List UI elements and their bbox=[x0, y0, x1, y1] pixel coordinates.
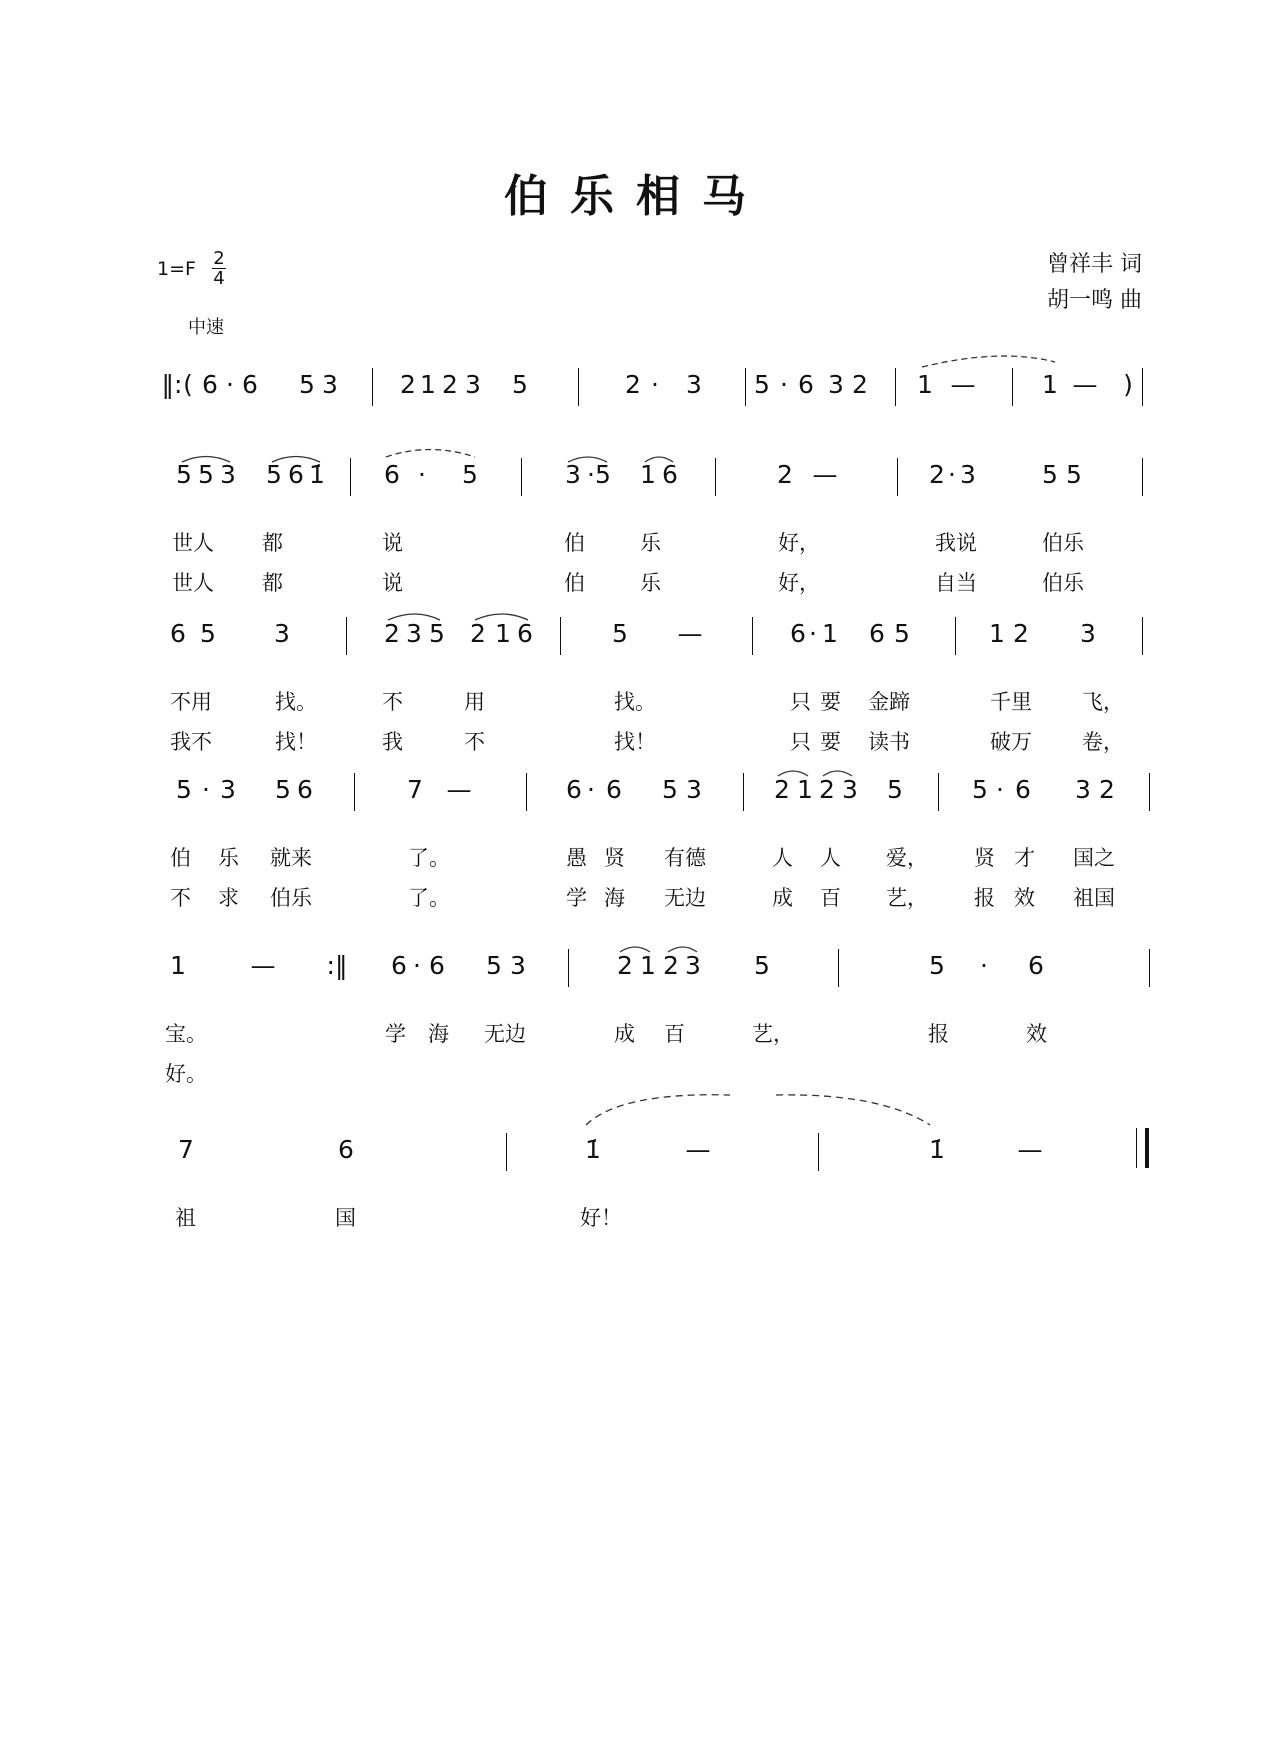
note: 1 bbox=[495, 619, 511, 648]
note: 6 bbox=[429, 951, 445, 980]
lyric-word: 不 bbox=[170, 886, 191, 910]
note: 5 bbox=[972, 775, 988, 804]
note: 1̇ bbox=[585, 1135, 601, 1164]
lyric-word: 海 bbox=[428, 1022, 449, 1046]
note: 1̇ bbox=[929, 1135, 945, 1164]
lyric-word: 找。 bbox=[614, 690, 656, 714]
note: 3 bbox=[960, 460, 976, 489]
note: 6 bbox=[566, 775, 582, 804]
note: :‖ bbox=[326, 951, 348, 980]
lyric-word: 学 bbox=[566, 886, 587, 910]
lyric-word: 找！ bbox=[614, 730, 656, 754]
note: 5 bbox=[894, 619, 910, 648]
note: 5 bbox=[612, 619, 628, 648]
lyric-word: 不 bbox=[382, 690, 403, 714]
lyric-word: 成 bbox=[772, 886, 793, 910]
lyric-word: 艺， bbox=[886, 886, 928, 910]
note: 2 bbox=[1013, 619, 1029, 648]
key-signature: 1=F bbox=[157, 258, 196, 280]
note: 2 bbox=[400, 370, 416, 399]
note: 2 bbox=[470, 619, 486, 648]
lyric-word: 人 bbox=[772, 846, 793, 870]
lyric-word: 要 bbox=[820, 690, 841, 714]
lyric-word: 祖国 bbox=[1073, 886, 1115, 910]
note: 6 bbox=[170, 619, 186, 648]
lyric-word: 用 bbox=[464, 690, 485, 714]
note: 6 bbox=[1015, 775, 1031, 804]
lyric-word: 祖 bbox=[175, 1206, 196, 1230]
lyric-word: 乐 bbox=[218, 846, 239, 870]
lyric-word: 飞， bbox=[1082, 690, 1124, 714]
note: 2 bbox=[1099, 775, 1115, 804]
lyricist-credit: 曾祥丰 词 bbox=[1047, 252, 1142, 277]
note: 2 bbox=[384, 619, 400, 648]
note: 5 bbox=[929, 951, 945, 980]
note: 2 bbox=[663, 951, 679, 980]
note: 7 bbox=[178, 1135, 194, 1164]
note: 3 bbox=[465, 370, 481, 399]
note: 6 bbox=[338, 1135, 354, 1164]
composer-credit: 胡一鸣 曲 bbox=[1047, 288, 1142, 313]
lyric-word: 自当 bbox=[935, 571, 977, 595]
note: 1 bbox=[989, 619, 1005, 648]
lyric-word: 艺， bbox=[752, 1022, 794, 1046]
lyric-word: 不用 bbox=[170, 690, 212, 714]
note: ( bbox=[183, 370, 193, 399]
lyric-word: 乐 bbox=[640, 531, 661, 555]
note: 1 bbox=[917, 370, 933, 399]
lyric-word: 伯乐 bbox=[270, 886, 312, 910]
note: 3 bbox=[274, 619, 290, 648]
lyric-word: 伯乐 bbox=[1042, 531, 1084, 555]
note: 3 bbox=[565, 460, 581, 489]
note: 5 bbox=[486, 951, 502, 980]
time-signature-top: 2 bbox=[213, 248, 225, 269]
note: 5 bbox=[200, 619, 216, 648]
note: 6 bbox=[790, 619, 806, 648]
note: 5 bbox=[754, 370, 770, 399]
note: 5 bbox=[429, 619, 445, 648]
note: 6 bbox=[297, 775, 313, 804]
note: 6 bbox=[1028, 951, 1044, 980]
note: 5 bbox=[754, 951, 770, 980]
lyric-word: 国之 bbox=[1073, 846, 1115, 870]
note: 6 bbox=[869, 619, 885, 648]
note: 3 bbox=[686, 775, 702, 804]
note: 3 bbox=[686, 370, 702, 399]
lyric-word: 读书 bbox=[868, 730, 910, 754]
note: — bbox=[250, 951, 276, 980]
note: 5 bbox=[1066, 460, 1082, 489]
note: 5 bbox=[1042, 460, 1058, 489]
lyric-word: 只 bbox=[790, 730, 811, 754]
lyric-word: 宝。 bbox=[165, 1022, 207, 1046]
lyric-word: 伯乐 bbox=[1042, 571, 1084, 595]
note: 6 bbox=[384, 460, 400, 489]
lyric-word: 说 bbox=[382, 571, 403, 595]
note: · bbox=[226, 370, 234, 399]
lyric-word: 成 bbox=[614, 1022, 635, 1046]
note: · bbox=[780, 370, 788, 399]
note: 5 bbox=[275, 775, 291, 804]
lyric-word: 卷， bbox=[1082, 730, 1124, 754]
lyric-word: 求 bbox=[218, 886, 239, 910]
note: · bbox=[809, 619, 817, 648]
lyric-word: 了。 bbox=[408, 846, 450, 870]
note: — bbox=[950, 370, 976, 399]
note: · bbox=[651, 370, 659, 399]
lyric-word: 都 bbox=[262, 571, 283, 595]
note: 5 bbox=[512, 370, 528, 399]
note: · bbox=[980, 951, 988, 980]
lyric-word: 就来 bbox=[270, 846, 312, 870]
note: 2 bbox=[929, 460, 945, 489]
note: 6 bbox=[242, 370, 258, 399]
note: · bbox=[587, 775, 595, 804]
lyric-word: 百 bbox=[664, 1022, 685, 1046]
note: — bbox=[812, 460, 838, 489]
lyric-word: 要 bbox=[820, 730, 841, 754]
note: 6 bbox=[662, 460, 678, 489]
lyric-word: 我说 bbox=[935, 531, 977, 555]
lyric-word: 伯 bbox=[564, 531, 585, 555]
note: 3 bbox=[220, 775, 236, 804]
note: 1 bbox=[640, 951, 656, 980]
lyric-word: 说 bbox=[382, 531, 403, 555]
lyric-word: 伯 bbox=[564, 571, 585, 595]
note: 1 bbox=[170, 951, 186, 980]
note: 3 bbox=[685, 951, 701, 980]
note: · bbox=[413, 951, 421, 980]
note: 3 bbox=[842, 775, 858, 804]
lyric-word: 了。 bbox=[408, 886, 450, 910]
note: 6 bbox=[798, 370, 814, 399]
lyric-word: 我不 bbox=[170, 730, 212, 754]
note: 2 bbox=[774, 775, 790, 804]
note: 3 bbox=[322, 370, 338, 399]
note: · bbox=[202, 775, 210, 804]
lyric-word: 百 bbox=[820, 886, 841, 910]
note: 6 bbox=[202, 370, 218, 399]
lyric-word: 不 bbox=[464, 730, 485, 754]
note: — bbox=[1072, 370, 1098, 399]
lyric-word: 无边 bbox=[484, 1022, 526, 1046]
lyric-word: 国 bbox=[335, 1206, 356, 1230]
lyric-word: 效 bbox=[1026, 1022, 1047, 1046]
lyric-word: 报 bbox=[928, 1022, 949, 1046]
lyric-word: 找！ bbox=[275, 730, 317, 754]
note: 3 bbox=[1080, 619, 1096, 648]
note: 1 bbox=[822, 619, 838, 648]
note: 5 bbox=[198, 460, 214, 489]
note: 2 bbox=[819, 775, 835, 804]
note: 5 bbox=[266, 460, 282, 489]
note: 1 bbox=[797, 775, 813, 804]
note: 5 bbox=[176, 775, 192, 804]
lyric-word: 好， bbox=[778, 571, 820, 595]
note: 5 bbox=[462, 460, 478, 489]
note: — bbox=[446, 775, 472, 804]
note: 1̇ bbox=[309, 460, 325, 489]
note: 3 bbox=[1075, 775, 1091, 804]
note: 6 bbox=[288, 460, 304, 489]
note: 6 bbox=[606, 775, 622, 804]
lyric-word: 无边 bbox=[664, 886, 706, 910]
note: 3 bbox=[220, 460, 236, 489]
note: 1 bbox=[420, 370, 436, 399]
lyric-word: 贤 bbox=[604, 846, 625, 870]
lyric-word: 愚 bbox=[566, 846, 587, 870]
lyric-word: 伯 bbox=[170, 846, 191, 870]
note: 5 bbox=[887, 775, 903, 804]
lyric-word: 海 bbox=[604, 886, 625, 910]
note: 1 bbox=[1042, 370, 1058, 399]
lyric-word: 金蹄 bbox=[868, 690, 910, 714]
note: — bbox=[677, 619, 703, 648]
lyric-word: 才 bbox=[1014, 846, 1035, 870]
note: 2 bbox=[617, 951, 633, 980]
lyric-word: 好。 bbox=[165, 1062, 207, 1086]
note: — bbox=[685, 1135, 711, 1164]
lyric-word: 爱， bbox=[886, 846, 928, 870]
lyric-word: 报 bbox=[974, 886, 995, 910]
note: 3 bbox=[828, 370, 844, 399]
note: 2 bbox=[852, 370, 868, 399]
lyric-word: 效 bbox=[1014, 886, 1035, 910]
note: 5 bbox=[595, 460, 611, 489]
lyric-word: 好！ bbox=[580, 1206, 622, 1230]
note: 6 bbox=[391, 951, 407, 980]
lyric-word: 只 bbox=[790, 690, 811, 714]
note: 1 bbox=[640, 460, 656, 489]
lyric-word: 人 bbox=[820, 846, 841, 870]
lyric-word: 世人 bbox=[172, 531, 214, 555]
note: 5 bbox=[662, 775, 678, 804]
note: 2 bbox=[777, 460, 793, 489]
note: 7 bbox=[407, 775, 423, 804]
lyric-word: 世人 bbox=[172, 571, 214, 595]
note: 3 bbox=[406, 619, 422, 648]
lyric-word: 我 bbox=[382, 730, 403, 754]
tempo-marking: 中速 bbox=[188, 317, 224, 338]
song-title: 伯乐相马 bbox=[504, 171, 768, 222]
lyric-word: 都 bbox=[262, 531, 283, 555]
note: 5 bbox=[176, 460, 192, 489]
lyric-word: 破万 bbox=[990, 730, 1032, 754]
note: 6 bbox=[517, 619, 533, 648]
lyric-word: 乐 bbox=[640, 571, 661, 595]
note: 3 bbox=[510, 951, 526, 980]
lyric-word: 找。 bbox=[275, 690, 317, 714]
note: 5 bbox=[299, 370, 315, 399]
note: 2 bbox=[625, 370, 641, 399]
note: · bbox=[948, 460, 956, 489]
lyric-word: 贤 bbox=[974, 846, 995, 870]
note: · bbox=[587, 460, 595, 489]
lyric-word: 学 bbox=[385, 1022, 406, 1046]
note: · bbox=[418, 460, 426, 489]
lyric-word: 有德 bbox=[664, 846, 706, 870]
note: · bbox=[996, 775, 1004, 804]
note: ‖: bbox=[161, 370, 183, 399]
time-signature-bottom: 4 bbox=[213, 268, 225, 289]
lyric-word: 好， bbox=[778, 531, 820, 555]
note: ) bbox=[1123, 370, 1133, 399]
lyric-word: 千里 bbox=[990, 690, 1032, 714]
note: — bbox=[1017, 1135, 1043, 1164]
note: 2 bbox=[442, 370, 458, 399]
